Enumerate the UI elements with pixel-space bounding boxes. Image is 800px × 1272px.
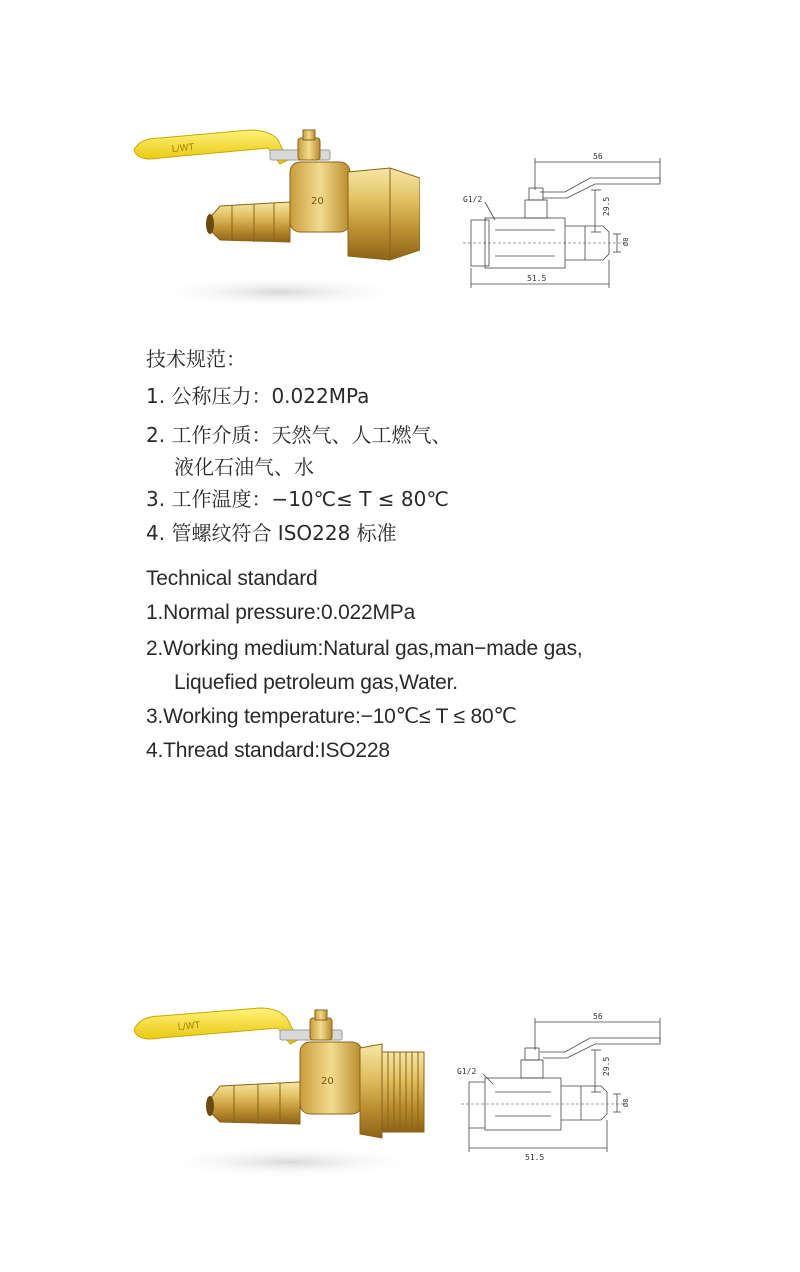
drawing-bore-label-bottom: Ø8 xyxy=(622,1098,630,1107)
spec-cn-line2b: 液化石油气、水 xyxy=(174,455,314,479)
spec-cn-line1: 1. 公称压力：0.022MPa xyxy=(146,384,370,408)
valve-drawing-male xyxy=(455,1010,675,1160)
valve-drawing-female xyxy=(455,150,675,300)
body-mark: 20 xyxy=(311,196,324,207)
drawing-thread-label-bottom: G1/2 xyxy=(457,1067,477,1076)
drawing-thread-label: G1/2 xyxy=(463,195,483,204)
body-mark-bottom: 20 xyxy=(321,1076,334,1087)
handle-mark-bottom: L/WT xyxy=(177,1020,201,1033)
spec-en-line2: 2.Working medium:Natural gas,man−made gas, xyxy=(146,637,583,660)
handle-mark: L/WT xyxy=(171,142,195,155)
spec-cn-title: 技术规范： xyxy=(146,347,246,371)
drawing-bore-label: Ø8 xyxy=(622,237,630,246)
drawing-height-label-bottom: 29.5 xyxy=(602,1056,611,1076)
spec-en-line1: 1.Normal pressure:0.022MPa xyxy=(146,601,416,624)
spec-en-line2b: Liquefied petroleum gas,Water. xyxy=(174,671,458,694)
valve-photo-male xyxy=(120,990,430,1190)
spec-en-line3: 3.Working temperature:−10℃≤ T ≤ 80℃ xyxy=(146,705,517,728)
spec-cn-line3: 3. 工作温度：−10℃≤ T ≤ 80℃ xyxy=(146,487,449,511)
drawing-height-label: 29.5 xyxy=(602,196,611,216)
drawing-width-label: 56 xyxy=(593,152,603,161)
drawing-length-label-bottom: 51.5 xyxy=(525,1153,545,1160)
drawing-length-label: 51.5 xyxy=(527,274,547,283)
spec-cn-line4: 4. 管螺纹符合 ISO228 标准 xyxy=(146,521,397,545)
spec-en-line4: 4.Thread standard:ISO228 xyxy=(146,739,390,762)
spec-cn-line2: 2. 工作介质：天然气、人工燃气、 xyxy=(146,423,452,447)
spec-en-title: Technical standard xyxy=(146,567,318,590)
drawing-width-label-bottom: 56 xyxy=(593,1012,603,1021)
valve-photo-female xyxy=(120,110,420,320)
